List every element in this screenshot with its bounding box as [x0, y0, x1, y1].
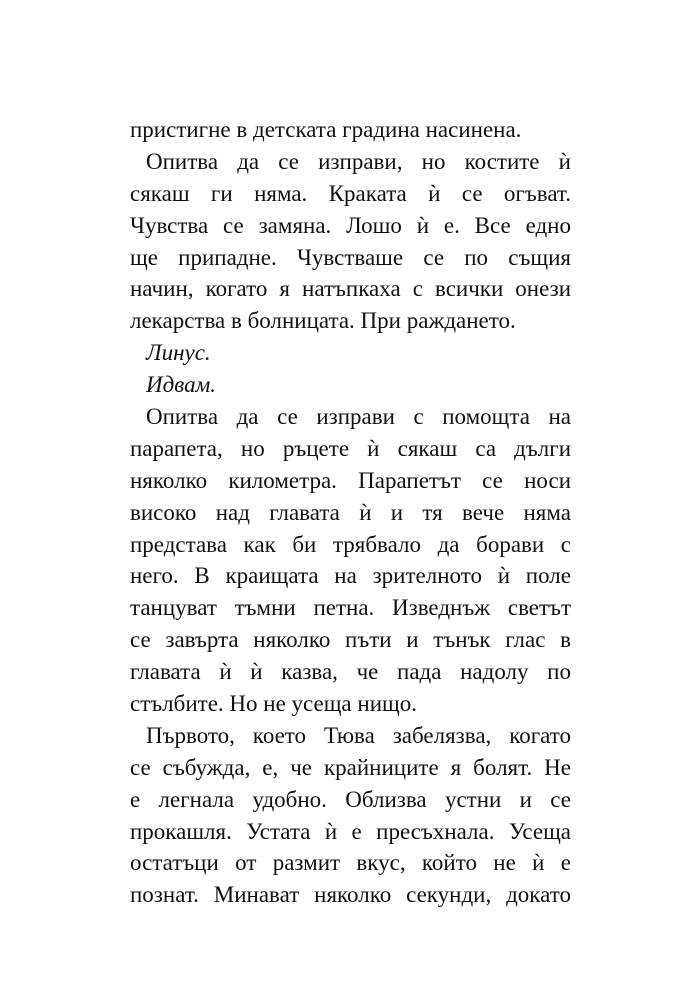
- text-line: лекарства в болницата. При раждането.: [130, 308, 516, 334]
- text-line: Чувства се замяна. Лошо ѝ е. Все едно: [130, 212, 571, 238]
- text-line: Първото, което Тюва забелязва, когато: [146, 722, 571, 748]
- text-line: представа как би трябвало да борави с: [130, 531, 571, 557]
- text-line: прокашля. Устата ѝ е пресъхнала. Усеща: [130, 818, 571, 844]
- text-line: Опитва да се изправи с помощта на: [146, 404, 571, 430]
- text-line: познат. Минават няколко секунди, докато: [130, 882, 571, 908]
- text-line: остатъци от размит вкус, който не ѝ е: [130, 850, 571, 876]
- text-line: ще припадне. Чувстваше се по същия: [130, 244, 571, 270]
- text-line: няколко километра. Парапетът се носи: [130, 467, 571, 493]
- text-line: него. В краищата на зрителното ѝ поле: [130, 563, 571, 589]
- italic-text-line: Линус.: [146, 340, 211, 366]
- text-line: сякаш ги няма. Краката ѝ се огъват.: [130, 180, 571, 206]
- text-line: парапета, но ръцете ѝ сякаш са дълги: [130, 435, 571, 461]
- text-line: начин, когато я натъпкаха с всички онези: [130, 276, 571, 302]
- text-line: се събужда, е, че крайниците я болят. Не: [130, 754, 571, 780]
- body-text: [130, 114, 571, 911]
- text-line: високо над главата ѝ и тя вече няма: [130, 499, 571, 525]
- text-line: е легнала удобно. Облизва устни и се: [130, 786, 571, 812]
- text-line: Опитва да се изправи, но костите ѝ: [146, 148, 571, 174]
- italic-text-line: Идвам.: [146, 372, 216, 398]
- text-line: пристигне в детската градина насинена.: [130, 117, 522, 142]
- text-line: танцуват тъмни петна. Изведнъж светът: [130, 595, 571, 621]
- text-line: главата ѝ ѝ казва, че пада надолу по: [130, 659, 571, 685]
- text-line: се завърта няколко пъти и тънък глас в: [130, 627, 571, 653]
- text-line: стълбите. Но не усеща нищо.: [130, 691, 417, 717]
